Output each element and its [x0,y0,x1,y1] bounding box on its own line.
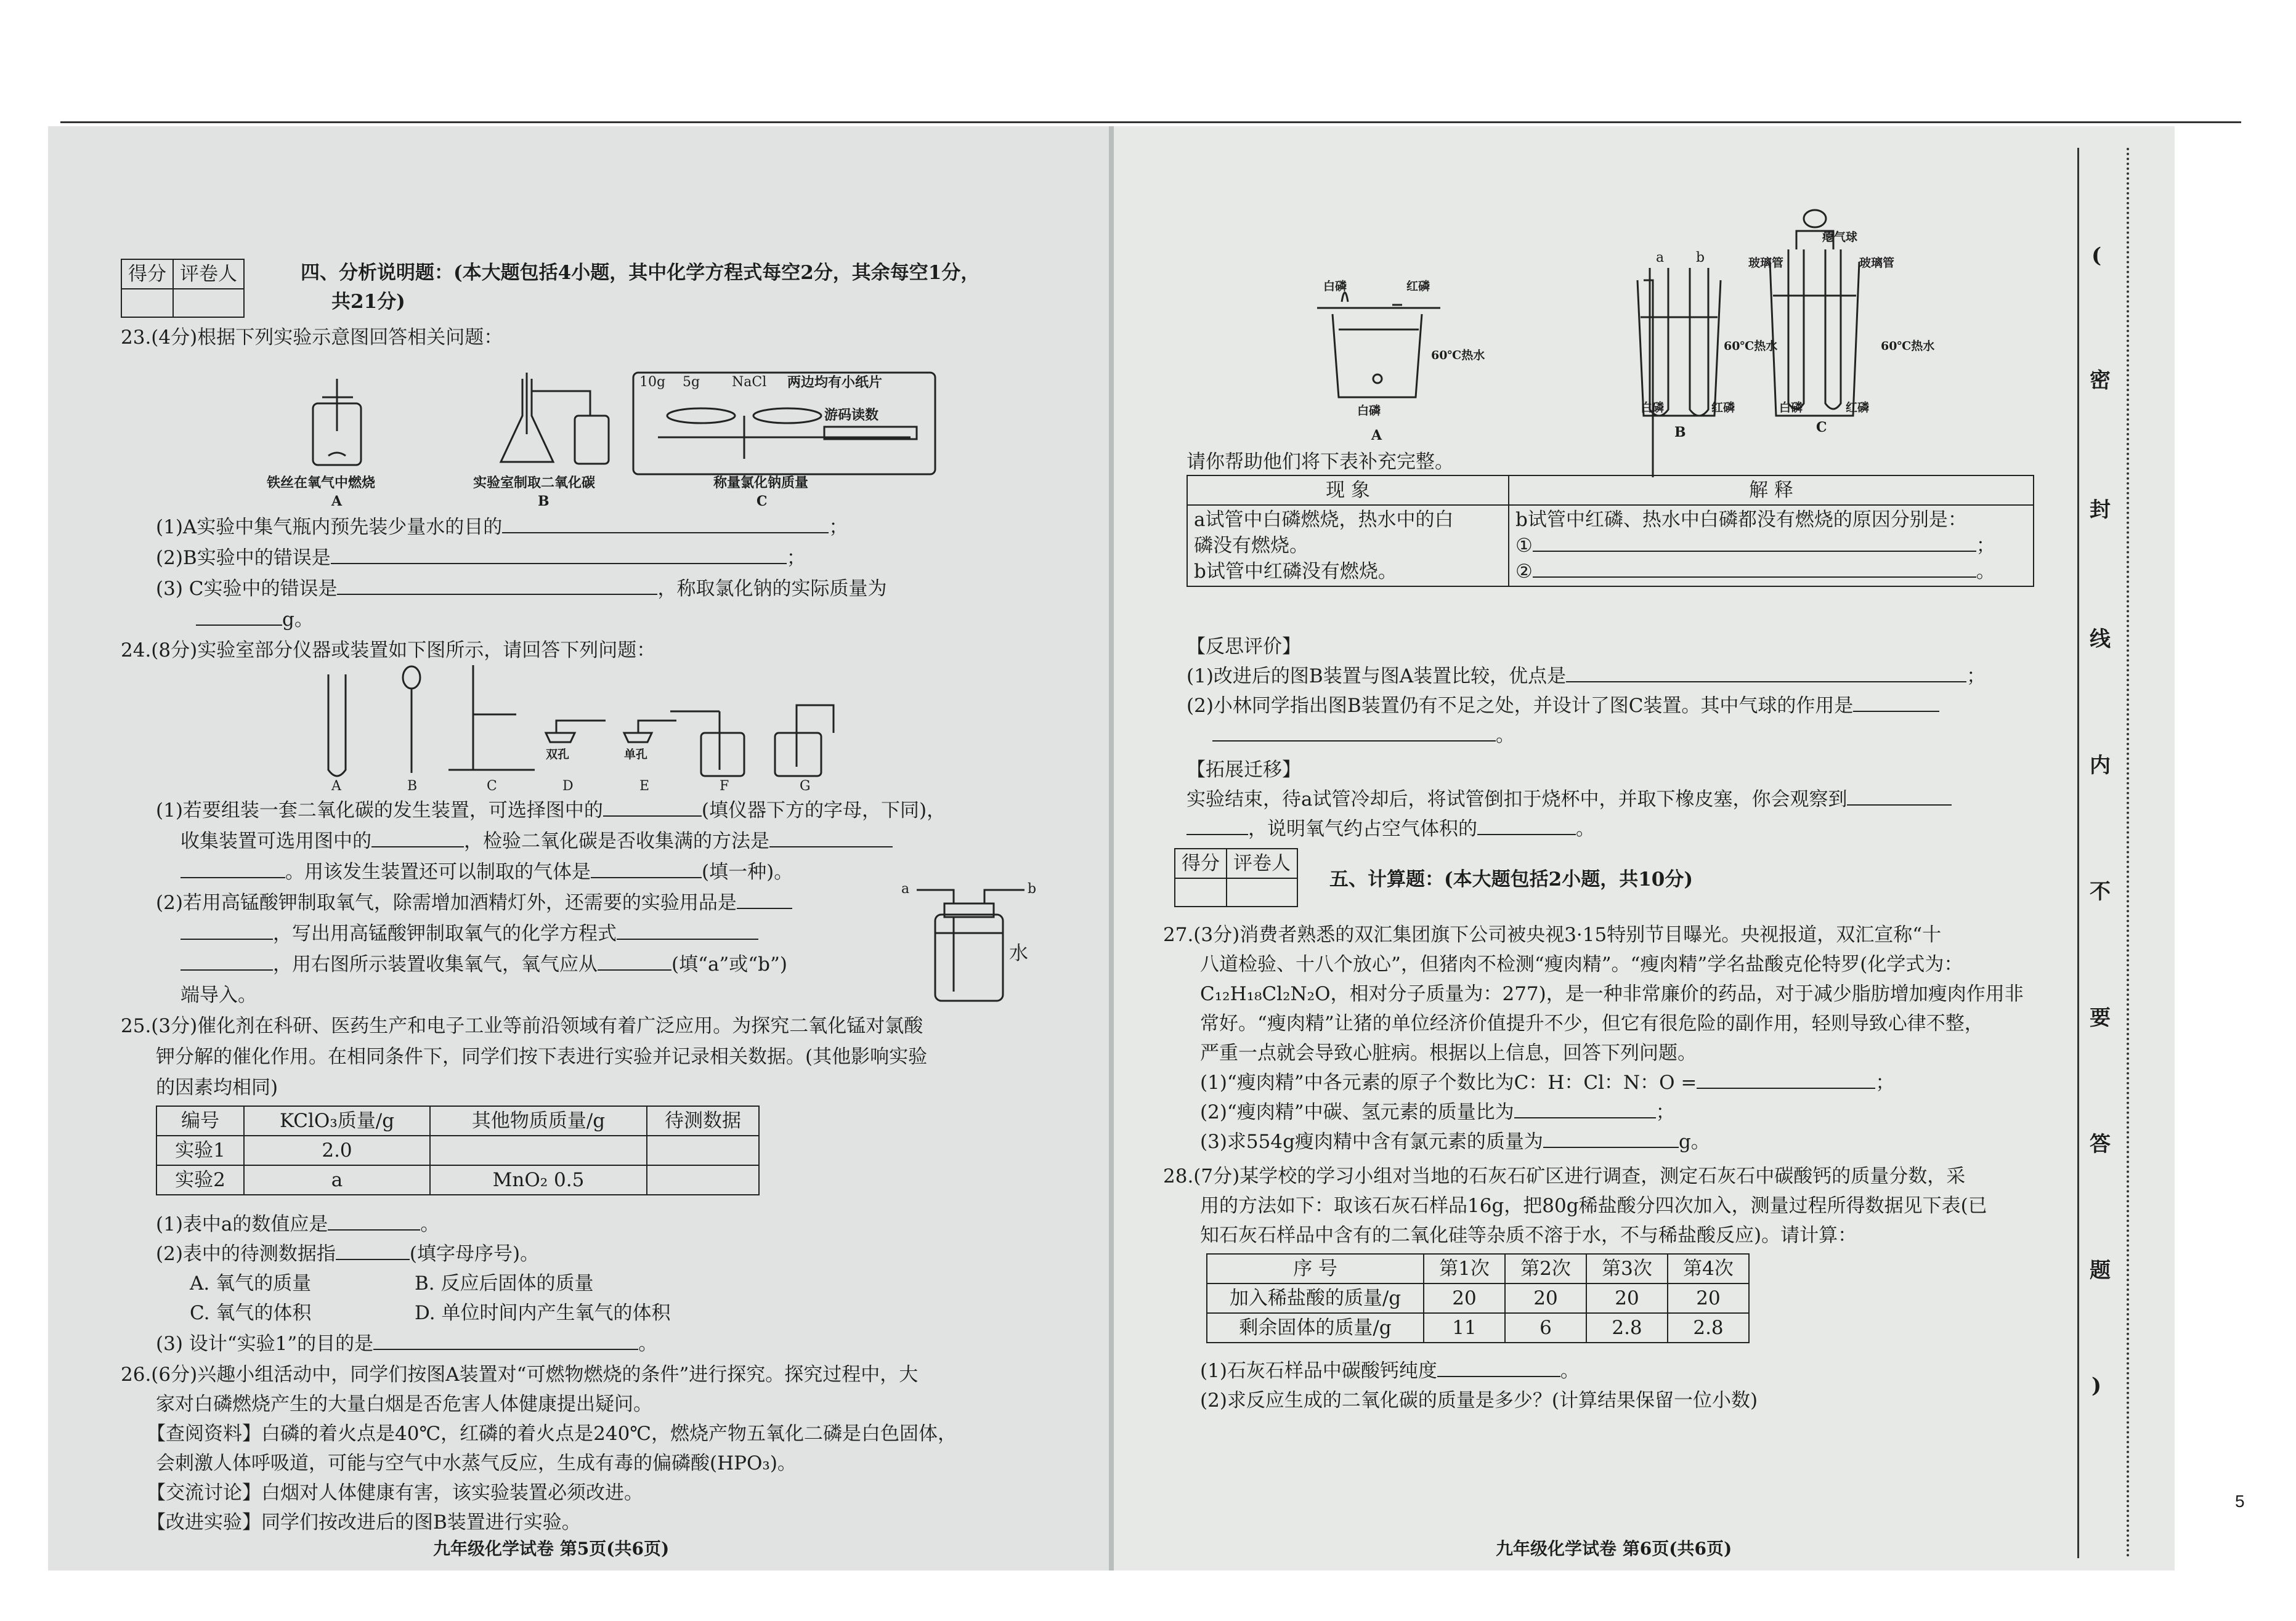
q28-r1-c4: 20 [1668,1283,1749,1313]
q26-reflect-2-blank[interactable] [1853,695,1939,712]
q23-b-letter: B [538,493,550,509]
left-exam-page [48,126,1111,1570]
q28-s1-blank[interactable] [1437,1360,1560,1377]
q25-th-id: 编号 [156,1106,244,1136]
q26-explain-cell: b试管中红磷、热水中白磷都没有燃烧的原因分别是： ① ； ② 。 [1509,505,2034,586]
q25-s1: (1)表中a的数值应是 。 [156,1213,440,1235]
q26-a-submerged-white [1373,374,1382,383]
seal-char-nei: 内 [2090,753,2111,778]
q23-s3-cont: g。 [196,605,314,634]
q25-s3: (3) 设计“实验1”的目的是 。 [156,1333,658,1355]
q23-stem: 23.(4分)根据下列实验示意图回答相关问题： [121,326,503,349]
q25-s3-blank[interactable] [373,1333,638,1350]
q28-th-3: 第3次 [1586,1254,1668,1283]
q23-a-caption: 铁丝在氧气中燃烧 [267,475,376,491]
q27-s1: (1)“瘦肉精”中各元素的原子个数比为C：H：Cl：N：O = ； [1200,1072,1895,1094]
q24-letter-b: B [407,778,418,794]
seal-dotted-line [2127,148,2129,1558]
q25-opt-b: B. 反应后固体的质量 [415,1272,594,1295]
q26-a-beaker [1333,314,1422,397]
q26-extend-observe-blank-2[interactable] [1187,818,1248,835]
q26-research-2: 会刺激人体呼吸道，可能与空气中水蒸气反应，生成有毒的偏磷酸(HPO₃)。 [156,1452,797,1474]
q24-bottle-tube-a [917,890,954,903]
q26-reflect-2: (2)小林同学指出图B装置仍有不足之处，并设计了图C装置。其中气球的作用是 [1187,692,1939,720]
seal-char-mi: 密 [2090,368,2111,393]
q27-line-2: 八道检验、十八个放心”，但猪肉不检测“瘦肉精”。“瘦肉精”学名盐酸克伦特罗(化学式为： [1200,953,1963,976]
q24-s2c: ，用右图所示装置收集氧气，氧气应从 (填“a”或“b”) [181,950,787,979]
q26-improve: 【改进实验】同学们按改进后的图B装置进行实验。 [147,1511,581,1534]
q28-r2-c3: 2.8 [1586,1313,1668,1343]
right-footer: 九年级化学试卷 第6页(共6页) [1496,1538,1732,1559]
q23-s2: (2)B实验中的错误是 ； [156,547,806,569]
q24-letter-c: C [487,778,497,794]
q23-c-label-reading: 游码读数 [824,407,879,423]
q27-s2-blank[interactable] [1514,1101,1656,1118]
q26-c-beaker [1770,262,1859,416]
q26-c-label-red: 红磷 [1846,401,1870,414]
q26-reflect-2-blank-2[interactable] [1212,724,1496,742]
seal-char-yao: 要 [2090,1006,2111,1030]
q28-th-seq: 序 号 [1207,1254,1424,1283]
q28-th-4: 第4次 [1668,1254,1749,1283]
q23-s3: (3) C实验中的错误是 ，称取氯化钠的实际质量为 [156,578,887,600]
q26-reflect-1: (1)改进后的图B装置与图A装置比较，优点是 ； [1187,665,1986,687]
q27-line-4: 常好。“瘦肉精”让猪的单位经济价值提升不少，但它有很危险的副作用，轻则导致心律不整， [1200,1013,1984,1035]
q24-bottle-body [935,915,1003,1001]
q25-th-pending: 待测数据 [647,1106,759,1136]
section4-title: 四、分析说明题：(本大题包括4小题，其中化学方程式每空2分，其余每空1分， [301,262,980,284]
q26-c-label-tube-l: 玻璃管 [1748,256,1784,270]
q27-s3: (3)求554g瘦肉精中含有氯元素的质量为 g。 [1200,1131,1710,1153]
q26-stem-1: 26.(6分)兴趣小组活动中，同学们按图A装置对“可燃物燃烧的条件”进行探究。探究过程中，大 [121,1364,919,1386]
q27-line-3: C₁₂H₁₈Cl₂N₂O，相对分子质量为：277)，是一种非常廉价的药品，对于减少脂肪增加瘦肉作用非 [1200,983,2024,1005]
right-score-label: 得分 [1175,849,1227,878]
q24-s2d: 端导入。 [181,984,257,1006]
seal-char-ti: 题 [2090,1258,2111,1283]
q26-c-label-tube-r: 玻璃管 [1859,256,1895,270]
left-footer: 九年级化学试卷 第5页(共6页) [433,1538,670,1559]
q28-r2-c4: 2.8 [1668,1313,1749,1343]
q27-s1-blank[interactable] [1697,1072,1875,1089]
score-label: 得分 [121,259,173,289]
q24-bottle-figure [48,126,1111,1050]
q26-c-label-water: 60℃热水 [1881,339,1935,353]
q25-r1-kclo3: 2.0 [244,1136,430,1165]
q25-opt-c: C. 氧气的体积 [190,1302,312,1324]
q23-c-label-10g: 10g [639,374,666,390]
seal-char-open: ( [2091,243,2102,268]
grader-label: 评卷人 [173,259,244,289]
q26-a-label-red: 红磷 [1406,280,1430,293]
q25-r1-pending [647,1136,759,1165]
q28-r1-c3: 20 [1586,1283,1668,1313]
q26-th-explain: 解 释 [1509,475,2034,505]
q26-b-label-red: 红磷 [1711,401,1735,414]
q26-a-label-white-bottom: 白磷 [1357,404,1381,418]
seal-char-xian: 线 [2090,627,2111,652]
q25-s2: (2)表中的待测数据指 (填字母序号)。 [156,1243,540,1265]
q26-b-label-water: 60℃热水 [1724,339,1778,353]
q24-bottle-tube-b [984,890,1024,903]
seal-vertical-line [2077,148,2079,1558]
top-rule [60,121,2241,123]
q24-s2b: ，写出用高锰酸钾制取氧气的化学方程式 [181,920,758,948]
q26-extend-2: ，说明氧气约占空气体积的 。 [1187,815,1595,843]
q24-letter-a: A [331,778,341,794]
q26-b-label-white: 白磷 [1641,401,1665,414]
q28-line-1: 28.(7分)某学校的学习小组对当地的石灰石矿区进行调查，测定石灰石中碳酸钙的质量分数，采 [1163,1165,1966,1187]
q25-stem-2: 钾分解的催化作用。在相同条件下，同学们按下表进行实验并记录相关数据。(其他影响实验 [156,1046,928,1068]
q25-r1-id: 实验1 [156,1136,244,1165]
q25-r2-kclo3: a [244,1165,430,1195]
q26-a-flame [1342,293,1348,302]
q26-b-letter: B [1674,424,1686,440]
seal-char-close: ) [2091,1373,2102,1398]
q26-b-tube-a-stub [1644,280,1653,477]
q26-research: 【查阅资料】白磷的着火点是40℃，红磷的着火点是240℃，燃烧产物五氧化二磷是白色固体， [147,1423,957,1445]
q26-reflect-2-cont: 。 [1212,721,1515,750]
q26-phenomenon-cell: a试管中白磷燃烧，热水中的白 磷没有燃烧。 b试管中红磷没有燃烧。 [1187,505,1509,586]
q24-label-double: 双孔 [546,748,570,761]
q24-letter-g: G [800,778,811,794]
q26-a-label-white: 白磷 [1323,280,1347,293]
q25-th-other: 其他物质质量/g [430,1106,647,1136]
q23-b-caption: 实验室制取二氧化碳 [473,475,596,491]
q28-line-2: 用的方法如下：取该石灰石样品16g，把80g稀盐酸分四次加入，测量过程所得数据见下表(已 [1200,1195,1987,1217]
q26-extend-fraction-blank[interactable] [1477,818,1576,835]
q28-line-3: 知石灰石样品中含有的二氧化硅等杂质不溶于水，不与稀盐酸反应)。请计算： [1200,1224,1857,1247]
q26-c-letter: C [1816,419,1827,435]
q25-table [156,1106,760,1195]
q23-c-label-5g: 5g [683,374,700,390]
q24-letter-e: E [639,778,650,794]
right-exam-page [1114,126,2175,1570]
q28-s1: (1)石灰石样品中碳酸钙纯度 。 [1200,1360,1580,1382]
q26-extend-observe-blank[interactable] [1847,788,1952,806]
q25-opt-d: D. 单位时间内产生氧气的体积 [415,1302,671,1324]
q23-c-label-paper: 两边均有小纸片 [787,374,883,390]
q28-r1-c2: 20 [1505,1283,1586,1313]
q24-s2a: (2)若用高锰酸钾制取氧气，除需增加酒精灯外，还需要的实验用品是 [156,889,792,917]
q24-bottle-a: a [901,881,910,897]
q25-s1-blank[interactable] [328,1213,420,1231]
q23-c-caption: 称量氯化钠质量 [713,475,809,491]
section5-title: 五、计算题：(本大题包括2小题，共10分) [1329,868,1694,891]
q26-b-label-a: a [1656,250,1665,265]
q24-s1a: (1)若要组装一套二氧化碳的发生装置，可选择图中的 (填仪器下方的字母，下同)， [156,799,946,822]
q28-r1-c1: 20 [1424,1283,1505,1313]
q24-s1b: 收集装置可选用图中的 ，检验二氧化碳是否收集满的方法是 [181,827,893,855]
q23-c-letter: C [757,493,768,509]
q25-stem-1: 25.(3分)催化剂在科研、医药生产和电子工业等前沿领域有着广泛应用。为探究二氧化锰对氯酸 [121,1015,923,1037]
q26-c-balloon [1804,210,1826,227]
q26-reflect-title: 【反思评价】 [1187,636,1301,658]
page-number: 5 [2235,1492,2245,1511]
seal-char-feng: 封 [2090,498,2111,522]
q24-bottle-water: 水 [1009,942,1028,964]
q26-a-label-water: 60℃热水 [1431,349,1485,362]
q26-b-tube-b [1690,268,1708,416]
q25-r2-pending [647,1165,759,1195]
q26-extend-title: 【拓展迁移】 [1187,759,1301,781]
seal-char-bu: 不 [2090,879,2111,904]
q26-extend-1: 实验结束，待a试管冷却后，将试管倒扣于烧杯中，并取下橡皮塞，你会观察到 [1187,785,1952,814]
q26-a-letter: A [1371,427,1382,443]
q27-s2: (2)“瘦肉精”中碳、氢元素的质量比为 ； [1200,1101,1675,1123]
q28-th-2: 第2次 [1505,1254,1586,1283]
q25-th-kclo3: KClO₃质量/g [244,1106,430,1136]
q26-th-phenomenon: 现 象 [1187,475,1509,505]
q26-c-label-balloon: 瘪气球 [1822,230,1858,244]
q26-c-label-white: 白磷 [1779,401,1803,414]
q27-line-1: 27.(3分)消费者熟悉的双汇集团旗下公司被央视3·15特别节目曝光。央视报道，双汇宣称“十 [1163,924,1942,946]
q28-r1-label: 加入稀盐酸的质量/g [1207,1283,1424,1313]
q25-r2-other: MnO₂ 0.5 [430,1165,647,1195]
q24-letter-d: D [562,778,574,794]
q24-bottle-b: b [1028,881,1037,897]
q25-opt-a: A. 氧气的质量 [190,1272,312,1295]
q26-reflect-1-blank[interactable] [1566,665,1966,682]
q28-table [1206,1253,1750,1343]
q27-line-5: 严重一点就会导致心脏病。根据以上信息，回答下列问题。 [1200,1042,1697,1064]
q23-s1: (1)A实验中集气瓶内预先装少量水的目的 ； [156,516,848,538]
q28-r2-c2: 6 [1505,1313,1586,1343]
q28-s2: (2)求反应生成的二氧化碳的质量是多少？(计算结果保留一位小数) [1200,1389,1758,1412]
q26-stem-2: 家对白磷燃烧产生的大量白烟是否危害人体健康提出疑问。 [156,1393,652,1415]
q28-r2-label: 剩余固体的质量/g [1207,1313,1424,1343]
q25-s2-blank[interactable] [336,1243,410,1260]
q26-figures [1114,126,2175,471]
q26-table-intro: 请你帮助他们将下表补充完整。 [1187,451,1454,473]
q28-th-1: 第1次 [1424,1254,1505,1283]
section4-title-2: 共21分) [331,291,405,313]
q24-letter-f: F [720,778,729,794]
q24-label-single: 单孔 [624,748,648,761]
q25-r1-other [430,1136,647,1165]
q23-a-letter: A [331,493,343,509]
q26-table [1187,475,2034,587]
q24-s1c: 。用该发生装置还可以制取的气体是 (填一种)。 [181,858,793,886]
q26-c-tube-b [1825,249,1841,409]
q26-discussion: 【交流讨论】白烟对人体健康有害，该实验装置必须改进。 [147,1482,643,1504]
q24-stem: 24.(8分)实验室部分仪器或装置如下图所示，请回答下列问题： [121,639,656,661]
q26-reason-2-blank[interactable] [1533,560,1976,578]
q25-r2-id: 实验2 [156,1165,244,1195]
q28-r2-c1: 11 [1424,1313,1505,1343]
seal-char-da: 答 [2090,1132,2111,1157]
right-grader-label: 评卷人 [1227,849,1297,878]
right-score-box [1174,848,1298,907]
q25-stem-3: 的因素均相同) [156,1077,278,1099]
q26-b-label-b: b [1696,250,1705,265]
q26-c-tube-a [1788,249,1804,409]
q26-reason-1-blank[interactable] [1533,535,1976,552]
q27-s3-blank[interactable] [1543,1131,1679,1148]
q23-c-label-nacl: NaCl [732,374,767,390]
